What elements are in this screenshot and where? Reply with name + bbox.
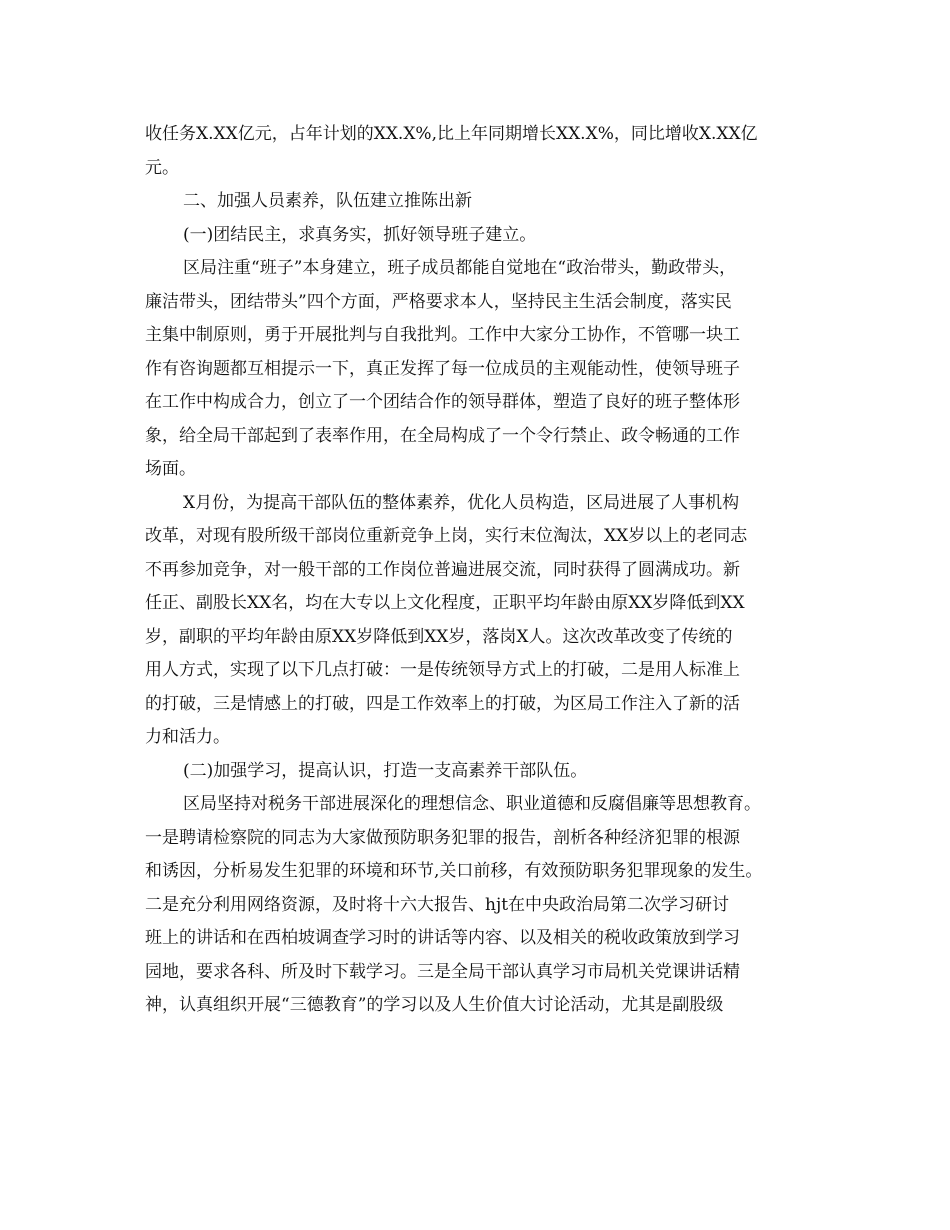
text-line: 和诱因，分析易发生犯罪的环境和环节,关口前移，有效预防职务犯罪现象的发生。 (145, 861, 763, 881)
text-line: 力和活力。 (145, 727, 230, 747)
document-body (145, 118, 805, 1023)
text-line: (二)加强学习，提高认识，打造一支高素养干部队伍。 (183, 760, 588, 781)
text-line: 廉洁带头，团结带头”四个方面，严格要求本人，坚持民主生活会制度，落实民 (145, 291, 732, 312)
text-line: 任正、副股长XX名，均在大专以上文化程度，正职平均年龄由原XX岁降低到XX (145, 593, 745, 613)
text-line: 在工作中构成合力，创立了一个团结合作的领导群体，塑造了良好的班子整体形 (145, 392, 740, 412)
text-line: 主集中制原则，勇于开展批判与自我批判。工作中大家分工协作，不管哪一块工 (145, 325, 740, 345)
text-line: (一)团结民主，求真务实，抓好领导班子建立。 (183, 224, 537, 245)
text-line: X月份，为提高干部队伍的整体素养，优化人员构造，区局进展了人事机构 (183, 492, 740, 513)
text-line: 收任务X.XX亿元，占年计划的XX.X%,比上年同期增长XX.X%，同比增收X.XX亿 (145, 124, 758, 144)
text-line: 岁，副职的平均年龄由原XX岁降低到XX岁，落岗X人。这次改革改变了传统的 (145, 626, 733, 647)
text-line: 一是聘请检察院的同志为大家做预防职务犯罪的报告，剖析各种经济犯罪的根源 (145, 827, 740, 848)
text-line: 区局注重“班子”本身建立，班子成员都能自觉地在“政治带头，勤政带头， (183, 258, 737, 278)
text-line: 神，认真组织开展“三德教育”的学习以及人生价值大讨论活动，尤其是副股级 (145, 995, 724, 1015)
text-line: 象，给全局干部起到了表率作用，在全局构成了一个令行禁止、政令畅通的工作 (145, 425, 740, 446)
text-line: 作有咨询题都互相提示一下，真正发挥了每一位成员的主观能动性，使领导班子 (145, 358, 740, 379)
text-line: 区局坚持对税务干部进展深化的理想信念、职业道德和反腐倡廉等思想教育。 (183, 794, 761, 814)
text-line: 的打破，三是情感上的打破，四是工作效率上的打破，为区局工作注入了新的活 (145, 693, 740, 714)
text-line: 园地，要求各科、所及时下载学习。三是全局干部认真学习市局机关党课讲话精 (145, 961, 740, 982)
text-line: 班上的讲话和在西柏坡调查学习时的讲话等内容、以及相关的税收政策放到学习 (145, 928, 740, 948)
text-line: 二是充分利用网络资源，及时将十六大报告、hjt在中央政治局第二次学习研讨 (145, 894, 730, 915)
text-line: 二、加强人员素养，队伍建立推陈出新 (183, 191, 472, 211)
text-line: 用人方式，实现了以下几点打破：一是传统领导方式上的打破，二是用人标准上 (145, 660, 740, 680)
text-line: 元。 (145, 157, 179, 178)
text-line: 场面。 (145, 459, 196, 479)
text-line: 改革，对现有股所级干部岗位重新竞争上岗，实行末位淘汰，XX岁以上的老同志 (145, 526, 748, 546)
text-line: 不再参加竞争，对一般干部的工作岗位普遍进展交流，同时获得了圆满成功。新 (145, 559, 740, 580)
